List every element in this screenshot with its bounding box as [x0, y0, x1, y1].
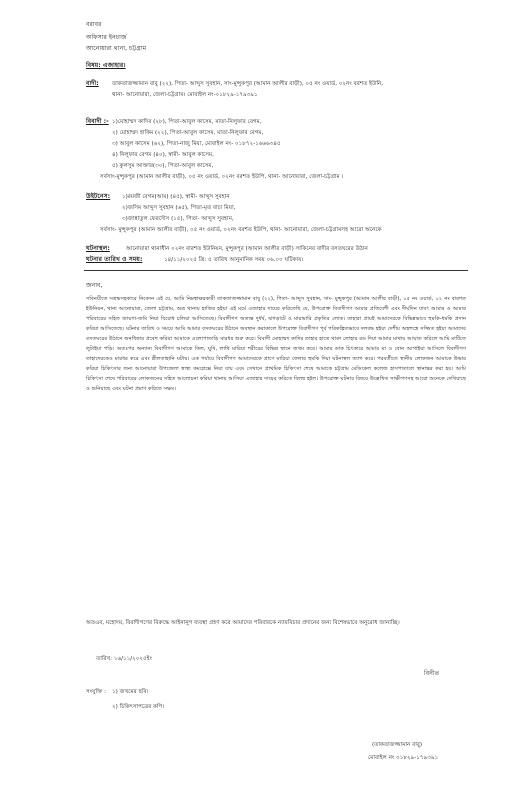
- attachment-item: ২) চিকিৎসাপত্রের কপি।: [112, 704, 165, 710]
- date-line: তারিখ: ১৬/১১/২০২৫ইং: [96, 656, 152, 662]
- plaintiff-line-1: তাকতাজজ্জামান বাবু (২২), পিতা- আব্দুস সুবহান, সাং-মুন্সুকপুর (আমান আলীর বাড়ী), ০৫ নং ওয়ার্ড, ০২নং বরশত ইউনি,: [112, 81, 384, 87]
- defendant-item: ২) মোহাম্মদ হাকিম (২২), পিতা-আবুল কাসেম, মাতা-নিলুফার বেগম,: [112, 130, 264, 136]
- witnesses-label: উইটনেস:: [86, 193, 111, 200]
- salutation: জনাব,: [86, 282, 103, 289]
- defendant-item: ৩) আবুল কাসেম (৬২), পিতা-নাজু মিয়া, মোবাইল নং- ০১৮৭২-১৬৬৬৩৪৫: [112, 141, 281, 147]
- defendants-address: সর্বসাং-মুন্সুকপুর (আমান আলীর বাড়ী), ০৫ নং ওয়ার্ড, ০২নং বরশত ইউপি, থানা- আনোয়ারা, জেলা-চট্টগ্রাম ।: [100, 174, 344, 180]
- plaintiff-label: বাদী:: [86, 80, 99, 87]
- addressee-title: অফিসার ইনচার্জ: [86, 34, 127, 41]
- recipient-line: বরাবর: [86, 21, 102, 28]
- addressee-place: আনোয়ারা থানা, চট্টগ্রাম: [86, 45, 147, 52]
- incident-time-text: ১৪/১১/২০২৫ খ্রি: ৫ তারিখ আনুমানিক সময় ০৬.০০ ঘটিকায়।: [164, 257, 304, 263]
- attachment-item: ১) জখমের ছবি।: [112, 689, 149, 695]
- witness-item: ১)রমজী বেগম(আম) (৪৫), স্বামী- আব্দুস সুবহান: [122, 194, 230, 200]
- signature-mobile: মোবাইল নং ০১৮২৯-১৭৯৩৯১: [368, 755, 439, 761]
- witnesses-address: সর্বসাং- মুন্সুকপুর (আমান আলীর বাড়ী), ০৫ নং ওয়ার্ড, ০২নং বরশত ইউপি, থানা- আনোয়ারা, জেলা-চট্টগ্রামসহ আরো অনেকে: [100, 227, 382, 233]
- subject-label: বিষয়: এজাহার।: [86, 62, 126, 69]
- closing-paragraph: অতএব, মহোদয়, বিবাদীগণের বিরুদ্ধে আইনানুগ ব্যবস্থা গ্রহণ করে আমাদের পরিবারকে ন্যায়বিচার প্রদানের জন্য বিশেষভাবে অনুরোধ জানাচ্ছি।: [86, 620, 400, 626]
- defendant-item: ৫) কুলসুম আক্তার(৩০), পিতা-আবুল কাসেম,: [112, 163, 214, 169]
- incident-time-label: ঘটনার তারিখ ও সময়:: [86, 256, 143, 263]
- body-paragraph: সবিনয়ীতে সশ্রদ্ধসহকারে নিবেদন এই যে, আমি নিম্নস্বাক্ষরকারী তাকতাজজ্জামান বাবু (২২), পিতা- আব্দুস সুবহান, সাং- মুন্সুকপুর (আমান আলীর বাড়ী), ০৫ নং ওয়ার্ড, ০২ নং বারশত ইউনিয়ন, থানা আনোয়ারা, জেলা চট্টগ্রাম, অত্র থানায় হাজির হইয়া এই মর্মে এজাহার দায়ের করিতেছি যে, উপরোক্ত বিবাদীগণ আমার প্রতিবেশী এবং দীর্ঘদিন যাবৎ আমার ও আমার পরিবারের সহিত জায়গা-জমি নিয়া বিরোধ চলিয়া আসিতেছে। বিবাদীগণ অত্যন্ত দুর্ধর্ষ, ঝগড়াটে ও মারামারি প্রকৃতির লোক। তাহারা প্রায়ই আমাদেরকে বিভিন্নভাবে হুমকি-ধমকি প্রদান করিয়া আসিতেছে। ঘটনার তারিখ ও সময়ে আমি আমার বসতঘরের উঠানে অবস্থান করাকালে উপরোক্ত বিবাদীগণ পূর্ব পরিকল্পিতভাবে দলবদ্ধ হইয়া দেশীয় অস্ত্রশস্ত্রে সজ্জিত হইয়া আমাদের বসতঘরের উঠানে অনধিকার প্রবেশ করিয়া আমাকে এলোপাতাড়ি মারধর শুরু করে। বিবাদী মোহাম্মদ কাদির তাহার হাতে থাকা লোহার রড দিয়া আমার মাথায় আঘাত করিলে আমি মাটিতে লুটাইয়া পড়ি। অতঃপর অন্যান্য বিবাদীগণ আমাকে কিল, ঘুষি, লাথি মারিয়া শরীরের বিভিন্ন স্থানে জখম করে। আমার ডাক চিৎকারে আমার মা ও বোন আগাইয়া আসিলে বিবাদীগণ তাহাদেরকেও মারধর করে এবং শ্লীলতাহানি ঘটায়। এক পর্যায়ে বিবাদীগণ আমাদেরকে প্রাণে মারিয়া ফেলার হুমকি দিয়া ঘটনাস্থল ত্যাগ করে। পরবর্তীতে স্থানীয় লোকজন আমাকে উদ্ধার করিয়া চিকিৎসার জন্য আনোয়ারা উপজেলা স্বাস্থ্য কমপ্লেক্সে নিয়া যায় এবং সেখানে প্রাথমিক চিকিৎসা শেষে আমাকে চট্টগ্রাম মেডিকেল কলেজ হাসপাতালে স্থানান্তর করা হয়। আমি চিকিৎসা শেষে পরিবারের লোকজনের সহিত আলোচনা করিয়া থানায় আসিয়া এজাহার দায়ের করিতে বিলম্ব হইল। উপরোক্ত ঘটনার বিষয়ে উল্লেখিত সাক্ষীগণসহ আরো অনেকে দেখিয়াছে ও শুনিয়াছে এবং ঘটনা প্রমাণ করিতে সক্ষম।: [86, 296, 466, 392]
- attachments-label: সংযুক্তি :: [86, 689, 107, 695]
- sign-off: বিনীত: [424, 670, 440, 677]
- defendant-item: ১)মোহাম্মদ কাদির (২৮), পিতা-আবুল কাসেম, মাতা-নিলুফার বেগম,: [112, 119, 262, 125]
- section-divider: [84, 270, 468, 271]
- defendant-item: ৪) নিলুফার বেগম (৪০), স্বামী- আবুল কাসেম,: [112, 152, 214, 158]
- signature-name: (তাকতাজজ্জামান বাবু): [372, 742, 423, 748]
- plaintiff-line-2: থানা- আনোয়ারা, জেলা-চট্টগ্রাম। মোবাইল নং-০১৮২৯-১৭৯৩৯১: [112, 92, 258, 98]
- defendants-label: বিবাদী :-: [86, 118, 109, 125]
- incident-place-text: আনোয়ারা থানাধীন ০২নং বারশত ইউনিয়ন, মুন্সুকপুর (আমান আলীর বাড়ী) সাকিনের বাদীর বসতঘরের উঠান: [126, 246, 368, 252]
- witness-item: ৩)জান্নাতুল ফেরদৌস (১৫), পিতা- আব্দুস সুবহান,: [122, 216, 234, 222]
- witness-item: ২)জসিম আব্দুস সুবহান (৬৫), পিতা-মৃত বাচা মিয়া,: [122, 205, 236, 211]
- incident-place-label: ঘটনাস্থল:: [86, 245, 110, 252]
